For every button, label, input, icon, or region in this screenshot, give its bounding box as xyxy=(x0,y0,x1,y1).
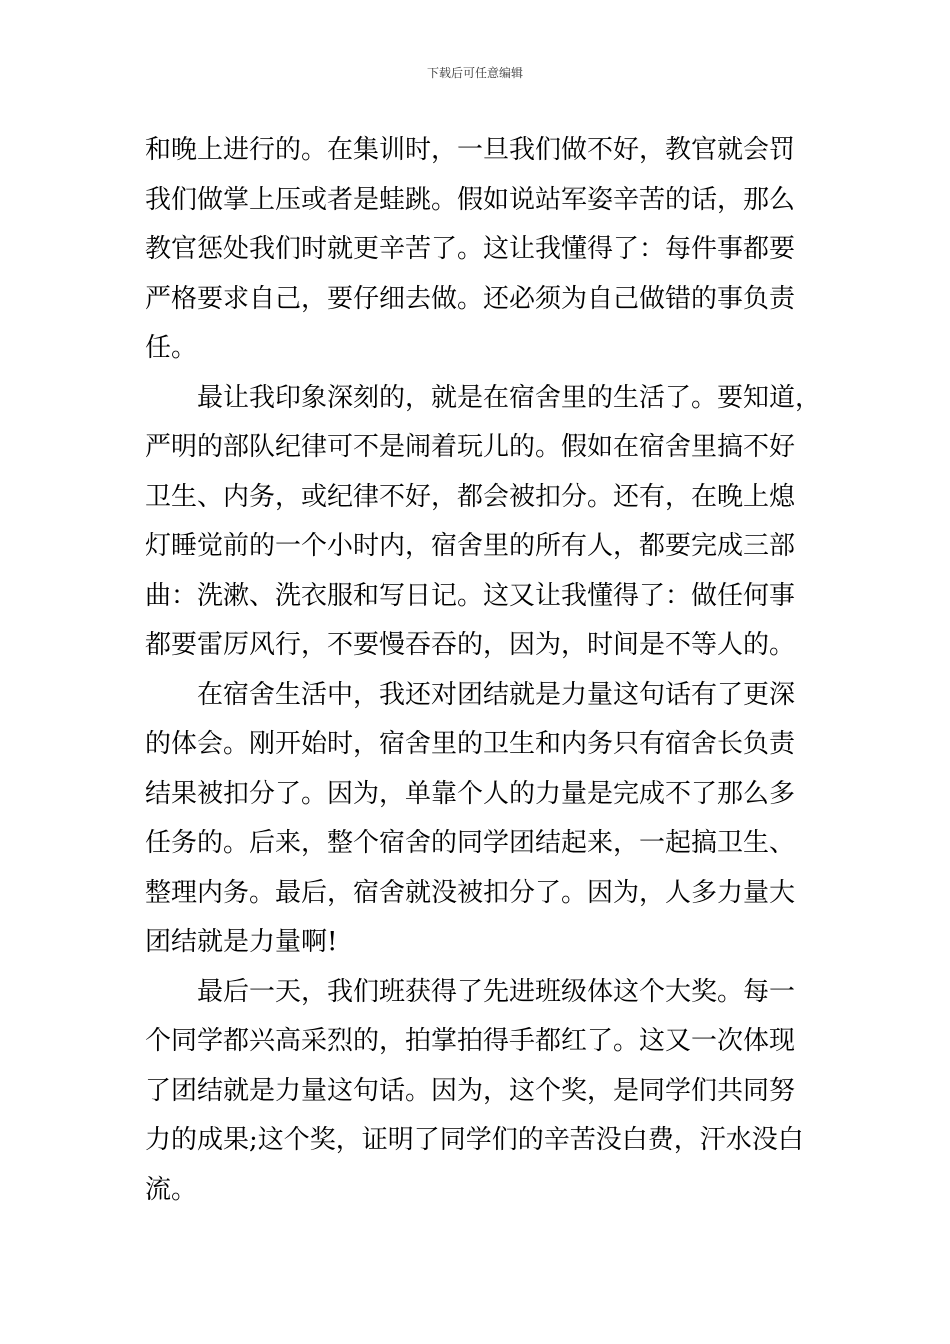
text-line: 最后一天，我们班获得了先进班级体这个大奖。每一 xyxy=(197,976,796,1007)
text-line: 整理内务。最后，宿舍就没被扣分了。因为，人多力量大 xyxy=(145,877,796,908)
document-body xyxy=(145,126,822,1215)
text-line: 任务的。后来，整个宿舍的同学团结起来，一起搞卫生、 xyxy=(145,828,796,858)
paragraph-2 xyxy=(145,374,822,671)
paragraph-1 xyxy=(145,126,811,374)
text-line: 了团结就是力量这句话。因为，这个奖，是同学们共同努 xyxy=(145,1075,796,1106)
text-line: 在宿舍生活中，我还对团结就是力量这句话有了更深 xyxy=(197,679,796,710)
text-line: 我们做掌上压或者是蛙跳。假如说站军姿辛苦的话，那么 xyxy=(145,184,796,215)
text-line: 灯睡觉前的一个小时内，宿舍里的所有人，都要完成三部 xyxy=(145,531,796,561)
text-line: 教官惩处我们时就更辛苦了。这让我懂得了：每件事都要 xyxy=(145,234,796,264)
text-line: 的体会。刚开始时，宿舍里的卫生和内务只有宿舍长负责 xyxy=(145,729,796,759)
text-line: 最让我印象深刻的，就是在宿舍里的生活了。要知道， xyxy=(197,382,822,413)
paragraph-4 xyxy=(145,968,811,1216)
text-line: 严明的部队纪律可不是闹着玩儿的。假如在宿舍里搞不好 xyxy=(145,432,796,462)
text-line: 严格要求自己，要仔细去做。还必须为自己做错的事负责 xyxy=(145,283,796,314)
text-line: 团结就是力量啊! xyxy=(145,927,338,957)
text-line: 都要雷厉风行，不要慢吞吞的，因为，时间是不等人的。 xyxy=(145,630,796,660)
text-line: 结果被扣分了。因为，单靠个人的力量是完成不了那么多 xyxy=(145,778,796,809)
text-line: 力的成果;这个奖，证明了同学们的辛苦没白费，汗水没白 xyxy=(145,1125,804,1155)
text-line: 曲：洗漱、洗衣服和写日记。这又让我懂得了：做任何事 xyxy=(145,580,796,611)
text-line: 和晚上进行的。在集训时，一旦我们做不好，教官就会罚 xyxy=(145,135,796,165)
text-line: 个同学都兴高采烈的，拍掌拍得手都红了。这又一次体现 xyxy=(145,1026,796,1056)
paragraph-3 xyxy=(145,671,811,968)
page-header: 下载后可任意编辑 xyxy=(426,66,523,80)
text-line: 流。 xyxy=(145,1174,198,1205)
text-line: 任。 xyxy=(145,333,198,363)
text-line: 卫生、内务，或纪律不好，都会被扣分。还有，在晚上熄 xyxy=(145,481,796,512)
